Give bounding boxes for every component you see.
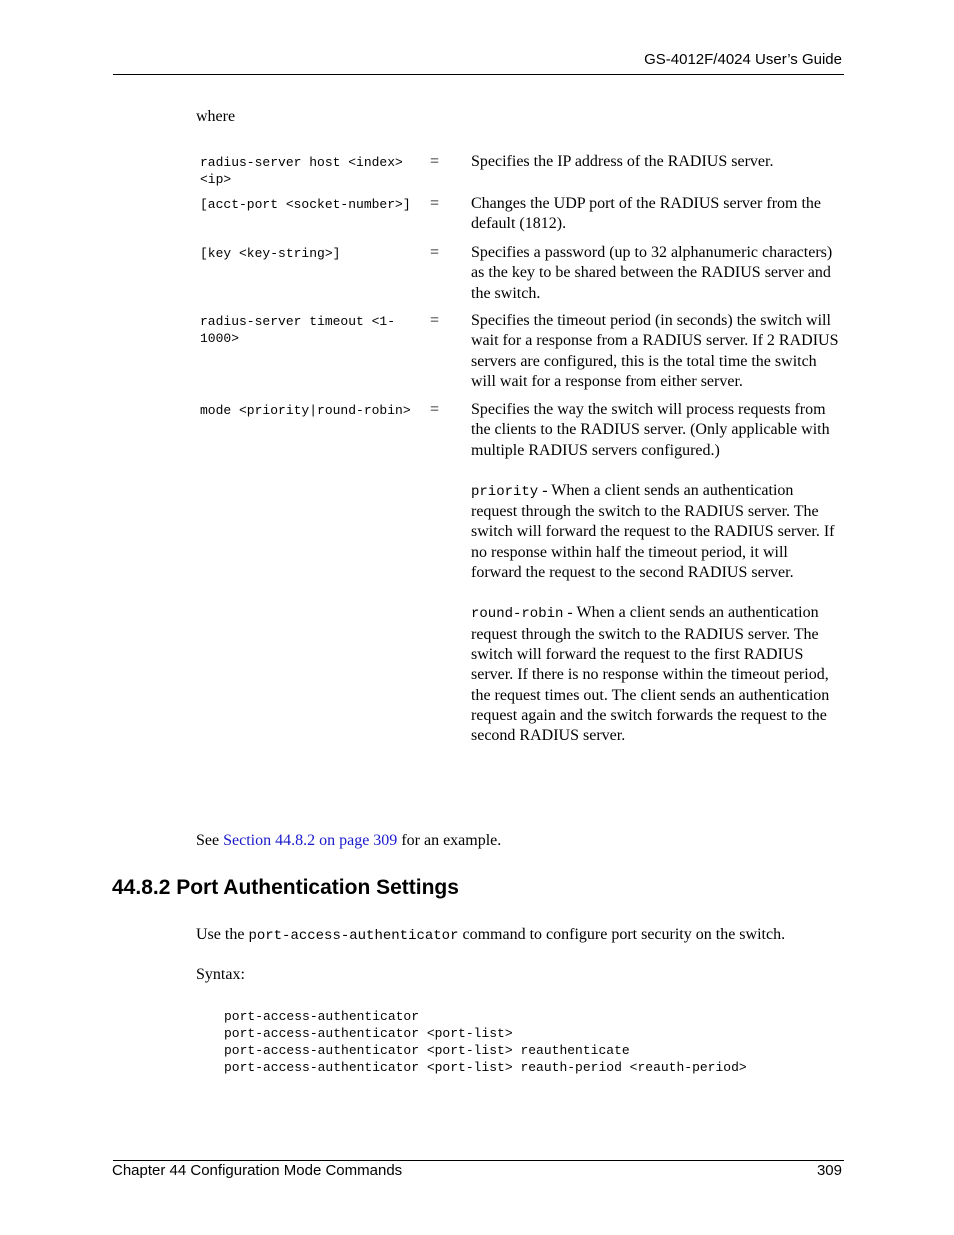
where-label: where (196, 108, 236, 125)
param-row (200, 152, 840, 194)
usage-suffix: command to configure port security on the switch. (458, 926, 786, 943)
syntax-line: port-access-authenticator <port-list> reauth-period <reauth-period> (224, 1060, 747, 1075)
param-description-text: Specifies a password (up to 32 alphanumeric characters) as the key to be shared between the RADIUS server and the switch. (471, 244, 833, 302)
param-command: radius-server host <index> <ip> (200, 155, 403, 187)
usage-command: port-access-authenticator (248, 928, 459, 944)
param-command: [key <key-string>] (200, 246, 341, 261)
syntax-line: port-access-authenticator <port-list> (224, 1026, 513, 1041)
header-rule (113, 74, 844, 75)
param-equals: = (430, 244, 440, 261)
param-row (200, 311, 840, 400)
syntax-label: Syntax: (196, 966, 245, 983)
param-command: radius-server timeout <1- 1000> (200, 314, 396, 346)
param-row (200, 400, 840, 746)
option-term: round-robin (471, 606, 564, 623)
usage-prefix: Use the (196, 926, 249, 943)
footer-page-number: 309 (816, 1162, 842, 1179)
footer-chapter: Chapter 44 Configuration Mode Commands (112, 1162, 403, 1179)
param-description (471, 194, 840, 243)
param-command: [acct-port <socket-number>] (200, 197, 411, 212)
param-equals: = (430, 312, 440, 329)
section-link[interactable]: Section 44.8.2 on page 309 (223, 832, 398, 849)
syntax-line: port-access-authenticator <port-list> reauthenticate (224, 1043, 630, 1058)
see-prefix: See (196, 832, 224, 849)
mode-option-round-robin (471, 603, 840, 746)
see-reference (196, 832, 501, 850)
footer-rule (113, 1160, 844, 1161)
param-description (471, 400, 840, 746)
param-description (471, 243, 840, 311)
param-description-text: Specifies the timeout period (in seconds) the switch will wait for a response from a RADIUS server. If 2 RADIUS servers are configured, this is the total time the switch will wait for a response from either server. (471, 312, 839, 390)
section-heading: 44.8.2 Port Authentication Settings (112, 876, 459, 899)
option-term: priority (471, 483, 539, 500)
running-header-title: GS-4012F/4024 User’s Guide (644, 51, 842, 68)
param-command: mode <priority|round-robin> (200, 403, 411, 418)
param-description-text: Changes the UDP port of the RADIUS server from the default (1812). (471, 195, 822, 233)
see-suffix: for an example. (397, 832, 502, 849)
parameter-table (200, 152, 840, 746)
param-description-text: Specifies the way the switch will process requests from the clients to the RADIUS server. (Only applicable with multiple RADIUS servers configured.) (471, 401, 830, 459)
param-equals: = (430, 401, 440, 418)
param-equals: = (430, 153, 440, 170)
param-description (471, 311, 840, 400)
usage-paragraph (196, 926, 785, 944)
syntax-code-block (224, 1008, 747, 1076)
mode-option-priority (471, 481, 840, 583)
param-row (200, 194, 840, 243)
param-description (471, 152, 840, 194)
param-equals: = (430, 195, 440, 212)
param-row (200, 243, 840, 311)
option-text: - When a client sends an authentication request through the switch to the RADIUS server. The switch will forward the request to the first RADIUS server. If there is no response within the timeout period, the request times out. The client sends an authentication request again and the switch forwards the request to the second RADIUS server. (471, 604, 830, 745)
option-text: - When a client sends an authentication request through the switch to the RADIUS server. The switch will forward the request to the RADIUS server. If no response within half the timeout period, it will forward the request to the second RADIUS server. (471, 481, 835, 582)
syntax-line: port-access-authenticator (224, 1009, 420, 1024)
param-description-text: Specifies the IP address of the RADIUS server. (471, 153, 774, 170)
